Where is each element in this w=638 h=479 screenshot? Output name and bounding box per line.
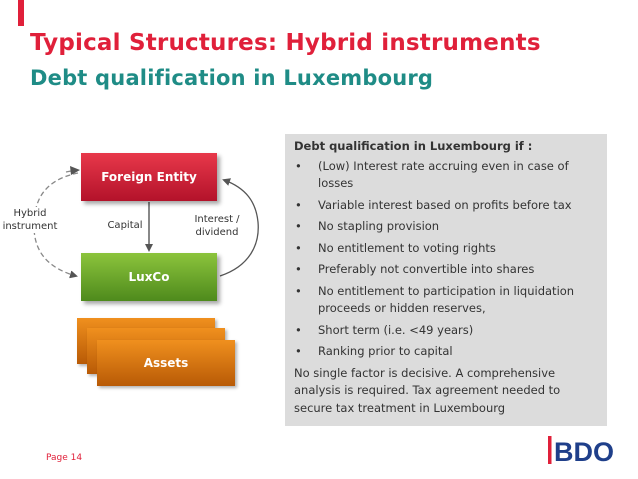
structure-diagram [0,140,290,400]
bullet-glyph: • [295,262,302,276]
bullet-glyph: • [295,283,302,298]
capital-label: Capital [107,220,143,231]
criteria-list [294,158,598,361]
criteria-item [294,240,598,258]
criteria-item-text: No stapling provision [318,219,440,233]
criteria-item-text: Variable interest based on profits before tax [318,197,572,212]
page-subtitle: Debt qualification in Luxembourg [30,66,434,90]
criteria-conclusion: No single factor is decisive. A comprehensive analysis is required. Tax agreement needed to secure tax treatment in Luxembourg [294,365,561,415]
bullet-glyph: • [295,219,302,233]
foreign-entity-box: Foreign Entity [81,153,217,201]
svg-text:BDO: BDO [554,437,614,466]
criteria-item-text: Ranking prior to capital [318,344,453,358]
criteria-panel [285,134,607,426]
page-number: Page 14 [46,453,83,463]
criteria-item [294,322,598,340]
bdo-logo [548,434,620,466]
criteria-item [294,218,598,236]
luxco-box: LuxCo [81,253,217,301]
criteria-item-text: Preferably not convertible into shares [318,262,535,276]
criteria-item [294,343,598,361]
criteria-item [294,158,598,193]
hybrid-instrument-label: Hybrid instrument [2,208,58,232]
page-title: Typical Structures: Hybrid instruments [30,30,541,56]
criteria-item [294,261,598,279]
bullet-glyph: • [295,158,302,173]
bullet-glyph: • [295,240,302,255]
criteria-item-text: No entitlement to participation in liquidation proceeds or hidden reserves, [318,283,575,315]
criteria-item-text: No entitlement to voting rights [318,240,496,255]
criteria-heading: Debt qualification in Luxembourg if : [294,139,533,153]
bullet-glyph: • [295,322,302,337]
criteria-item [294,197,598,215]
interest-dividend-label: Interest / dividend [194,214,240,238]
criteria-item-text: (Low) Interest rate accruing even in case of losses [318,158,569,190]
accent-bar [18,0,24,26]
criteria-item-text: Short term (i.e. <49 years) [318,322,474,337]
bullet-glyph: • [295,197,302,212]
bullet-glyph: • [295,344,302,358]
criteria-item [294,283,598,318]
assets-box-front: Assets [97,340,235,386]
